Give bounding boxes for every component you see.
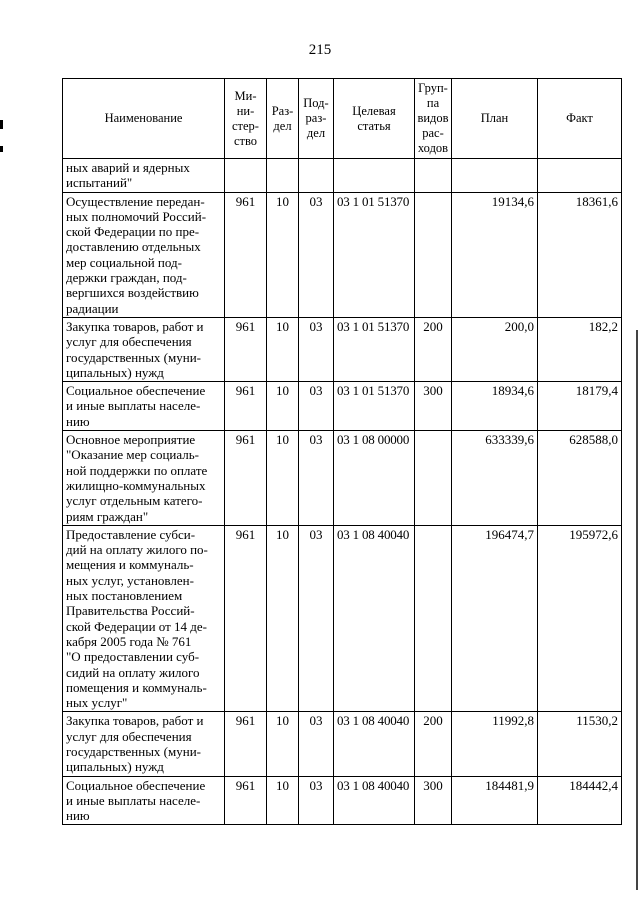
row-subsection: 03 — [299, 192, 334, 317]
row-plan: 633339,6 — [452, 431, 538, 526]
row-name: Предоставление субси- дий на оплату жилого по- мещения и коммуналь- ных услуг, установлен- ных постановлением Правительства Россий- ской Федерации от 14 де- кабря 2005 года № 761 "О предоставлении суб- сидий на оплату жилого помещения и коммуналь- ных услуг" — [63, 525, 225, 712]
header-name: Наименование — [63, 79, 225, 159]
row-name: Социальное обеспечение и иные выплаты населе- нию — [63, 776, 225, 825]
row-target-item: 03 1 08 40040 — [334, 525, 415, 712]
row-subsection: 03 — [299, 431, 334, 526]
row-expense-group — [415, 431, 452, 526]
table-row — [63, 431, 622, 526]
row-plan — [452, 159, 538, 193]
row-plan: 200,0 — [452, 317, 538, 381]
row-subsection — [299, 159, 334, 193]
row-name: Основное мероприятие "Оказание мер социаль- ной поддержки по оплате жилищно-коммунальных услуг отдельным катего- риям граждан" — [63, 431, 225, 526]
table-row — [63, 192, 622, 317]
row-ministry: 961 — [225, 525, 267, 712]
page-number: 215 — [308, 42, 332, 58]
row-plan: 19134,6 — [452, 192, 538, 317]
row-fact: 195972,6 — [538, 525, 622, 712]
row-target-item: 03 1 08 40040 — [334, 712, 415, 776]
header-fact: Факт — [538, 79, 622, 159]
header-plan: План — [452, 79, 538, 159]
table-row — [63, 712, 622, 776]
table-row — [63, 525, 622, 712]
row-plan: 18934,6 — [452, 382, 538, 431]
row-target-item: 03 1 08 00000 — [334, 431, 415, 526]
row-subsection: 03 — [299, 525, 334, 712]
row-fact: 11530,2 — [538, 712, 622, 776]
header-section: Раз- дел — [267, 79, 299, 159]
margin-scan-mark — [0, 146, 3, 152]
row-expense-group — [415, 525, 452, 712]
row-ministry: 961 — [225, 431, 267, 526]
row-fact — [538, 159, 622, 193]
row-name: Закупка товаров, работ и услуг для обеспечения государственных (муни- ципальных) нужд — [63, 712, 225, 776]
row-ministry: 961 — [225, 192, 267, 317]
row-ministry: 961 — [225, 382, 267, 431]
row-section: 10 — [267, 712, 299, 776]
row-target-item: 03 1 01 51370 — [334, 192, 415, 317]
row-plan: 184481,9 — [452, 776, 538, 825]
header-expense-group: Груп- па видов рас- ходов — [415, 79, 452, 159]
row-name: Социальное обеспечение и иные выплаты населе- нию — [63, 382, 225, 431]
budget-table — [62, 78, 622, 825]
row-fact: 184442,4 — [538, 776, 622, 825]
row-section: 10 — [267, 525, 299, 712]
row-subsection: 03 — [299, 317, 334, 381]
row-section: 10 — [267, 192, 299, 317]
row-ministry: 961 — [225, 776, 267, 825]
row-expense-group: 300 — [415, 382, 452, 431]
row-plan: 11992,8 — [452, 712, 538, 776]
row-target-item: 03 1 01 51370 — [334, 382, 415, 431]
table-header-row — [63, 79, 622, 159]
row-expense-group: 200 — [415, 317, 452, 381]
row-ministry — [225, 159, 267, 193]
row-target-item — [334, 159, 415, 193]
margin-scan-mark — [0, 120, 3, 129]
row-section — [267, 159, 299, 193]
row-target-item: 03 1 08 40040 — [334, 776, 415, 825]
row-expense-group — [415, 159, 452, 193]
header-subsection: Под- раз- дел — [299, 79, 334, 159]
row-fact: 628588,0 — [538, 431, 622, 526]
table-row — [63, 382, 622, 431]
table-row — [63, 317, 622, 381]
row-expense-group: 300 — [415, 776, 452, 825]
row-name: Осуществление передан- ных полномочий Россий- ской Федерации по пре- доставлению отдельных мер социальной под- держки граждан, под- вергшихся воздействию радиации — [63, 192, 225, 317]
header-target-item: Целевая статья — [334, 79, 415, 159]
row-target-item: 03 1 01 51370 — [334, 317, 415, 381]
row-plan: 196474,7 — [452, 525, 538, 712]
row-ministry: 961 — [225, 712, 267, 776]
row-subsection: 03 — [299, 382, 334, 431]
row-fact: 182,2 — [538, 317, 622, 381]
row-subsection: 03 — [299, 776, 334, 825]
table-row — [63, 776, 622, 825]
row-name: ных аварий и ядерных испытаний" — [63, 159, 225, 193]
header-ministry: Ми- ни- стер- ство — [225, 79, 267, 159]
table-row — [63, 159, 622, 193]
row-section: 10 — [267, 382, 299, 431]
row-name: Закупка товаров, работ и услуг для обеспечения государственных (муни- ципальных) нужд — [63, 317, 225, 381]
row-fact: 18361,6 — [538, 192, 622, 317]
row-section: 10 — [267, 317, 299, 381]
row-section: 10 — [267, 776, 299, 825]
row-expense-group — [415, 192, 452, 317]
row-fact: 18179,4 — [538, 382, 622, 431]
row-ministry: 961 — [225, 317, 267, 381]
row-expense-group: 200 — [415, 712, 452, 776]
row-section: 10 — [267, 431, 299, 526]
row-subsection: 03 — [299, 712, 334, 776]
margin-scan-mark — [636, 330, 638, 890]
